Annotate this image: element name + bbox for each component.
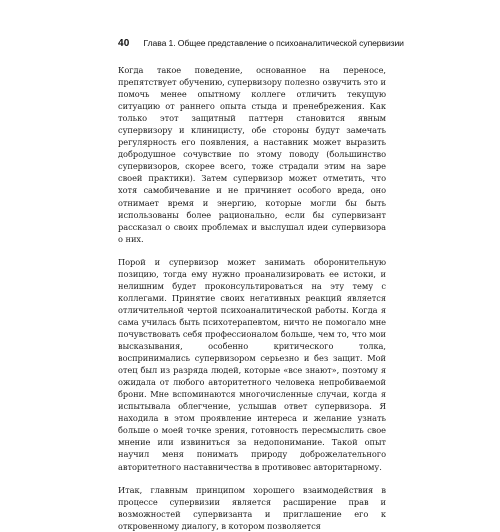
body-text [118,64,386,532]
paragraph-spacer [118,473,386,484]
page-number: 40 [118,38,130,49]
paragraph-transference: Когда такое поведение, основанное на переносе, препятствует обучению, супервизору полезно озвучить это и помочь менее опытному коллеге отличить текущую ситуацию от раннего опыта стыда и пренебрежения. Как только этот защитный паттерн становится явным супервизору и клиницисту, обе стороны будут замечать регулярность его появления, а наставник может выразить добродушное сочувствие по этому поводу (большинство супервизоров, скорее всего, тоже страдали этим на заре своей практики). Затем супервизор может отметить, что хотя самобичевание и не причиняет особого вреда, оно отнимает время и энергию, которые могли бы быть использованы более рационально, если бы супервизант рассказал о своих проблемах и выслушал идеи супервизора о них. [118,65,386,244]
paragraph-main-principle: Итак, главным принципом хорошего взаимодействия в процессе супервизии является расширение прав и возможностей супервизанта и приглашение его к откровенному диалогу, в котором позволяется [118,484,386,531]
running-head [118,37,403,49]
paragraph-defensive-position: Порой и супервизор может занимать оборонительную позицию, тогда ему нужно проанализировать ее истоки, и нелишним будет проконсультироваться на эту тему с коллегами. Принятие своих негативных реакций является отличительной чертой психоаналитической работы. Когда я сама училась быть психотерапевтом, ничто не помогало мне почувствовать себя профессионалом больше, чем то, что мои высказывания, особенно критического толка, воспринимались супервизором серьезно и без защит. Мой отец был из разряда людей, которые «все знают», поэтому я ожидала от любого авторитетного человека непробиваемой брони. Мне вспоминаются многочисленные случаи, когда я испытывала облегчение, услышав ответ супервизора. Я находила в этом проявление интереса и желание узнать больше о моей точке зрения, готовность пересмыслить свое мнение или извиниться за недопонимание. Такой опыт научил меня понимать природу доброжелательного авторитетного наставничества в противовес авторитарному. [118,256,386,472]
paragraph-spacer [118,245,386,256]
chapter-title: Глава 1. Общее представление о психоаналитической супервизии [143,38,404,48]
